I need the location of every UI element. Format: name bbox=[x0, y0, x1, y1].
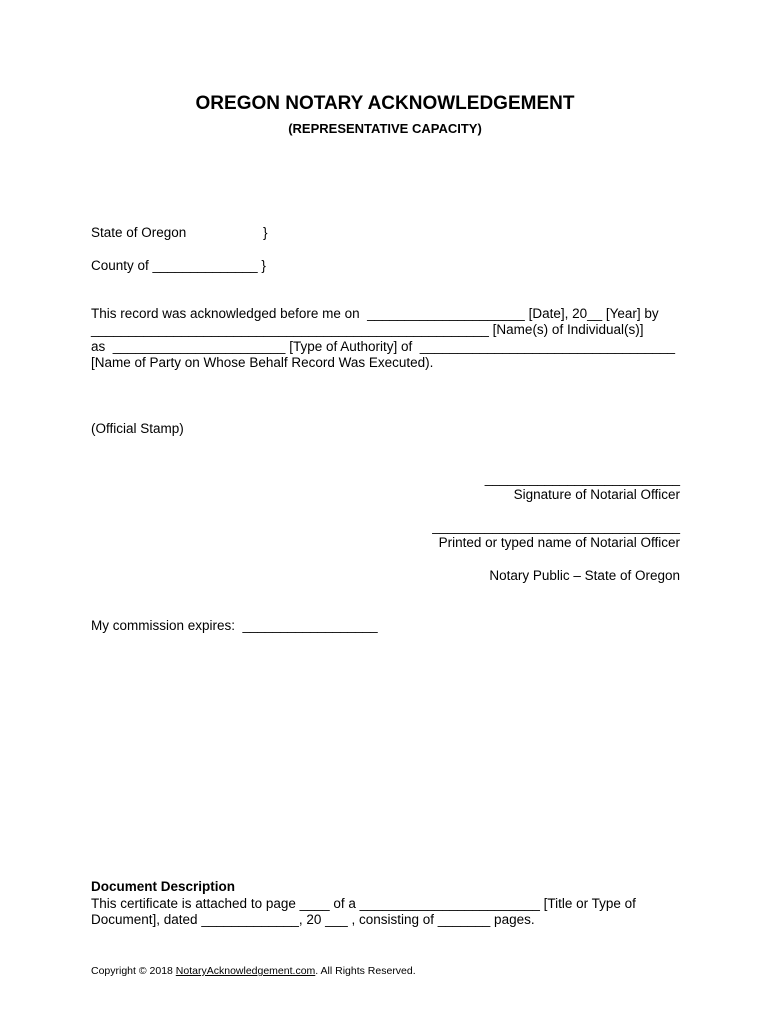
doc-description-line-2: Document], dated _____________, 20 ___ , consisting of _______ pages. bbox=[91, 912, 535, 927]
copyright-link[interactable]: NotaryAcknowledgement.com bbox=[175, 965, 316, 977]
copyright-footer bbox=[91, 965, 416, 977]
signature-label: Signature of Notarial Officer bbox=[513, 487, 680, 502]
ack-line-4: [Name of Party on Whose Behalf Record Was Executed). bbox=[91, 355, 434, 370]
official-stamp-label: (Official Stamp) bbox=[91, 421, 184, 436]
state-brace: } bbox=[263, 225, 268, 240]
copyright-suffix: . All Rights Reserved. bbox=[315, 965, 416, 977]
doc-description-heading: Document Description bbox=[91, 879, 236, 894]
ack-line-3: as _______________________ [Type of Authority] of __________________________________ bbox=[91, 339, 676, 354]
notary-title: Notary Public – State of Oregon bbox=[489, 568, 680, 583]
county-line: County of ______________ } bbox=[91, 258, 266, 273]
ack-line-1: This record was acknowledged before me on _____________________ [Date], 20__ [Year] by bbox=[91, 306, 659, 321]
document-subtitle: (REPRESENTATIVE CAPACITY) bbox=[288, 121, 482, 136]
state-label: State of Oregon bbox=[91, 225, 187, 240]
commission-expires: My commission expires: __________________ bbox=[91, 618, 378, 633]
signature-line: __________________________ bbox=[484, 471, 680, 486]
printed-name-label: Printed or typed name of Notarial Officer bbox=[438, 535, 680, 550]
copyright-prefix: Copyright © 2018 bbox=[91, 965, 176, 977]
ack-line-2: _____________________________________________________ [Name(s) of Individual(s)] bbox=[91, 322, 644, 337]
doc-description-line-1: This certificate is attached to page ____ of a ________________________ [Title or Type of bbox=[91, 896, 636, 911]
document-title: OREGON NOTARY ACKNOWLEDGEMENT bbox=[195, 93, 575, 114]
printed-name-line: _________________________________ bbox=[432, 519, 680, 534]
